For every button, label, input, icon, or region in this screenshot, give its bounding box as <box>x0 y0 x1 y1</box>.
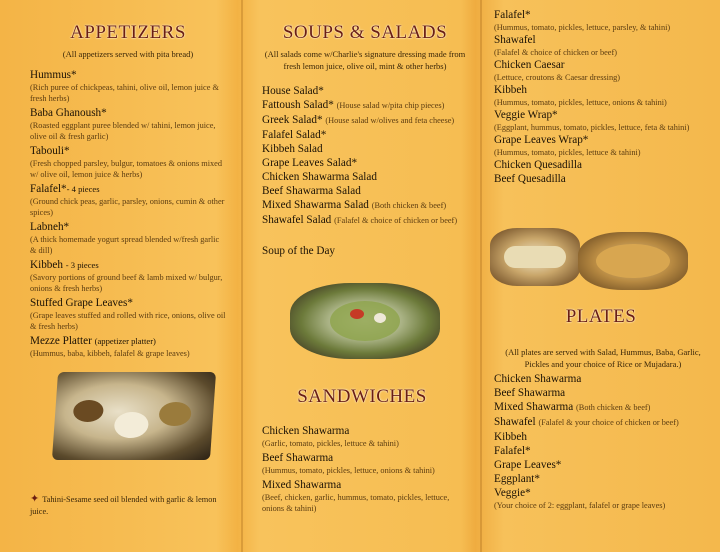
item-name: Kibbeh <box>30 259 63 271</box>
sandwich-item-chicken <box>262 424 472 449</box>
item-name-row <box>30 182 226 196</box>
item-name: Falafel Salad* <box>262 129 327 141</box>
plate-item: Beef Shawarma <box>494 387 566 399</box>
plates-title: PLATES <box>565 306 637 327</box>
item-desc: (Hummus, tomato, pickles, lettuce, onions & tahini) <box>262 466 435 475</box>
item-desc: (Savory portions of ground beef & lamb mixed w/ bulgur, onions & fresh herbs) <box>30 273 223 293</box>
item-desc: (A thick homemade yogurt spread blended w/fresh garlic & dill) <box>30 235 220 255</box>
item-desc: (Falafel & choice of chicken or beef) <box>334 216 458 225</box>
plate-item <box>494 415 714 430</box>
salad-item <box>262 156 468 170</box>
menu-item-hummus <box>30 68 226 104</box>
menu-item-tabouli <box>30 144 226 180</box>
item-desc: (Both chicken & beef) <box>371 201 447 210</box>
salad-item <box>262 184 468 198</box>
item-desc: (Grape leaves stuffed and rolled with rice, onions, olive oil & fresh herbs) <box>30 311 226 331</box>
footnote-text: Tahini-Sesame seed oil blended with garlic & lemon juice. <box>30 495 217 516</box>
item-name: Greek Salad* <box>262 114 323 126</box>
item-desc: (Falafel & choice of chicken or beef) <box>494 48 618 57</box>
wrap-item <box>494 158 710 172</box>
item-qualifier: - 4 pieces <box>66 184 100 194</box>
item-desc: (Garlic, tomato, pickles, lettuce & tahini) <box>262 439 399 448</box>
sandwich-item-beef <box>262 451 472 476</box>
appetizers-title: APPETIZERS <box>70 22 186 43</box>
salad-item <box>262 84 468 98</box>
wraps-plates-column <box>482 0 720 552</box>
item-name: Stuffed Grape Leaves* <box>30 297 133 309</box>
menu-item-falafel <box>30 182 226 218</box>
salad-item <box>262 170 468 184</box>
menu-item-baba-ghanoush <box>30 106 226 142</box>
item-name: Kibbeh Salad <box>262 143 323 155</box>
item-name: Chicken Caesar <box>494 59 565 71</box>
plate-item: Chicken Shawarma <box>494 373 582 385</box>
item-name: Shawafel <box>494 34 536 46</box>
item-name: Falafel* <box>494 9 531 21</box>
item-desc: (Rich puree of chickpeas, tahini, olive oil, lemon juice & fresh herbs) <box>30 83 219 103</box>
wrap-item <box>494 133 710 158</box>
wrap-list <box>494 8 710 186</box>
fold-divider-left <box>241 0 243 552</box>
plate-item: Eggplant* <box>494 473 540 485</box>
item-desc: (House salad w/pita chip pieces) <box>336 101 445 110</box>
wrap-item <box>494 83 710 108</box>
sparkle-icon: ✦ <box>30 493 40 505</box>
salad-item <box>262 213 468 228</box>
item-desc: (Beef, chicken, garlic, hummus, tomato, pickles, lettuce, onions & tahini) <box>262 493 450 513</box>
item-name: Grape Leaves Wrap* <box>494 134 589 146</box>
item-name: Veggie Wrap* <box>494 109 558 121</box>
item-name: Hummus* <box>30 69 77 81</box>
menu-item-labneh <box>30 220 226 256</box>
item-desc: (Hummus, tomato, pickles, lettuce, onions & tahini) <box>494 98 667 107</box>
salad-item <box>262 113 468 128</box>
item-name: Mixed Shawarma Salad <box>262 199 369 211</box>
wrap-item <box>494 172 710 186</box>
item-name-row <box>30 258 226 272</box>
appetizers-note: (All appetizers served with pita bread) <box>62 49 194 59</box>
item-name: Tabouli* <box>30 145 70 157</box>
wrap-item <box>494 108 710 133</box>
tahini-footnote <box>30 493 230 518</box>
item-name-row <box>30 334 226 348</box>
item-desc: (Roasted eggplant puree blended w/ tahini, lemon juice, olive oil & fresh garlic) <box>30 121 216 141</box>
item-name: Chicken Shawarma Salad <box>262 171 377 183</box>
item-name: Chicken Shawarma <box>262 425 350 437</box>
item-name: Kibbeh <box>494 84 527 96</box>
item-name: Beef Shawarma <box>262 452 334 464</box>
item-name: Shawafel <box>494 416 536 428</box>
item-desc: (House salad w/olives and feta cheese) <box>325 116 455 125</box>
item-name: Beef Quesadilla <box>494 173 566 185</box>
plates-note: (All plates are served with Salad, Hummus, Baba, Garlic, Pickles and your choice of Rice or Mujadara.) <box>505 347 701 369</box>
plate-item: Falafel* <box>494 445 531 457</box>
wrap-item <box>494 33 710 58</box>
menu-item-stuffed-grape-leaves <box>30 296 226 332</box>
item-name: Fattoush Salad* <box>262 99 334 111</box>
item-name: Labneh* <box>30 221 70 233</box>
item-name: Grape Leaves Salad* <box>262 157 358 169</box>
plate-item: Veggie* <box>494 487 531 499</box>
plate-list <box>494 372 714 511</box>
plate-item: Kibbeh <box>494 431 527 443</box>
soups-salads-column <box>246 0 478 552</box>
item-name: Mixed Shawarma <box>262 479 342 491</box>
item-name: Mixed Shawarma <box>494 401 574 413</box>
plate-item-desc: (Your choice of 2: eggplant, falafel or grape leaves) <box>494 501 666 510</box>
soups-salads-title: SOUPS & SALADS <box>282 22 448 43</box>
soup-of-the-day: Soup of the Day <box>262 245 336 257</box>
item-name: Chicken Quesadilla <box>494 159 582 171</box>
item-desc: (Hummus, baba, kibbeh, falafel & grape leaves) <box>30 349 190 358</box>
item-name: Beef Shawarma Salad <box>262 185 361 197</box>
salad-item <box>262 98 468 113</box>
appetizers-column <box>0 0 240 552</box>
item-name: Mezze Platter <box>30 335 92 347</box>
sandwich-list <box>262 422 472 514</box>
salad-item <box>262 198 468 213</box>
item-qualifier: (appetizer platter) <box>94 336 156 346</box>
item-name: Shawafel Salad <box>262 214 332 226</box>
item-name: House Salad* <box>262 85 324 97</box>
menu-item-kibbeh <box>30 258 226 294</box>
item-name: Baba Ghanoush* <box>30 107 107 119</box>
wrap-item <box>494 8 710 33</box>
item-qualifier: - 3 pieces <box>65 260 99 270</box>
item-desc: (Hummus, tomato, pickles, lettuce & tahini) <box>494 148 641 157</box>
salad-list <box>262 84 468 228</box>
salad-item <box>262 128 468 142</box>
item-desc: (Fresh chopped parsley, bulgur, tomatoes & onions mixed w/ olive oil, lemon juice & herbs) <box>30 159 222 179</box>
plate-item <box>494 400 714 415</box>
menu-item-mezze-platter <box>30 334 226 359</box>
item-desc: (Eggplant, hummus, tomato, pickles, lettuce, feta & tahini) <box>494 123 690 132</box>
item-desc: (Both chicken & beef) <box>576 403 651 412</box>
sandwiches-title: SANDWICHES <box>297 386 427 407</box>
item-desc: (Ground chick peas, garlic, parsley, onions, cumin & other spices) <box>30 197 225 217</box>
sandwich-item-mixed <box>262 478 472 514</box>
plate-item: Grape Leaves* <box>494 459 562 471</box>
salad-item <box>262 142 468 156</box>
item-name: Falafel* <box>30 183 67 195</box>
item-desc: (Falafel & your choice of chicken or beef) <box>538 418 679 427</box>
item-desc: (Lettuce, croutons & Caesar dressing) <box>494 73 621 82</box>
item-desc: (Hummus, tomato, pickles, lettuce, parsley, & tahini) <box>494 23 671 32</box>
wrap-item <box>494 58 710 83</box>
soups-salads-note: (All salads come w/Charlie's signature dressing made from fresh lemon juice, olive oil, mint & other herbs) <box>264 49 466 71</box>
